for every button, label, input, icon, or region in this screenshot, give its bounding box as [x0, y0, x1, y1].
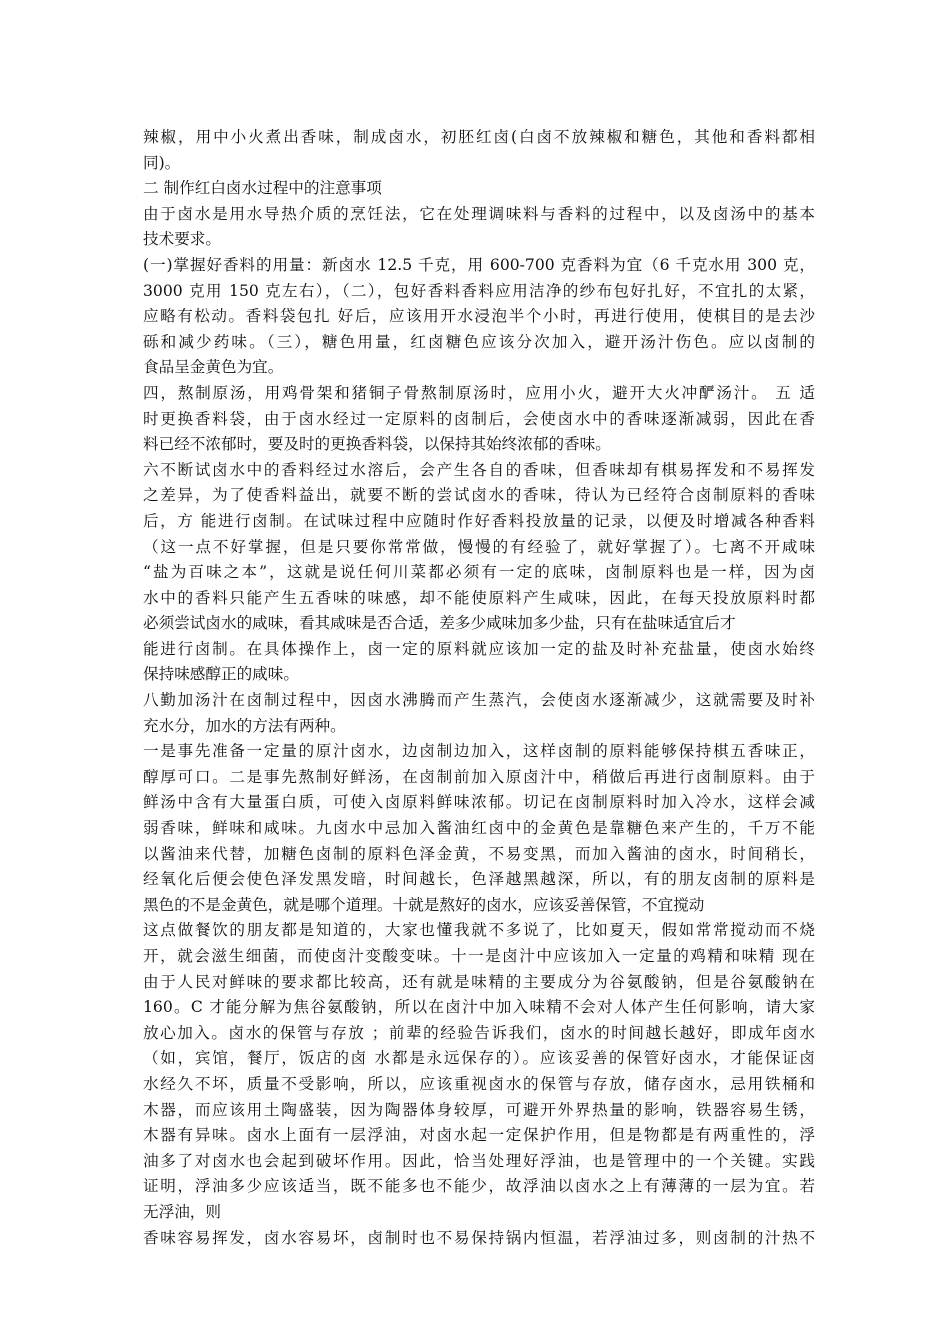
text-line: 无浮油，则 — [143, 1202, 221, 1221]
text-line: 木器，而应该用土陶盛装，因为陶器体身较厚，可避开外界热量的影响，铁器容易生锈， — [143, 1100, 815, 1119]
text-line: 一是事先准备一定量的原汁卤水，边卤制边加入，这样卤制的原料能够保持棋五香味正， — [143, 742, 815, 761]
text-line: 160。C 才能分解为焦谷氨酸钠，所以在卤汁中加入味精不会对人体产生任何影响，请大家 — [143, 998, 815, 1017]
text-line: 黑色的不是金黄色，就是哪个道理。十就是熬好的卤水，应该妥善保管，不宜搅动 — [143, 895, 705, 914]
text-line: 证明，浮油多少应该适当，既不能多也不能少，故浮油以卤水之上有薄薄的一层为宜。若 — [143, 1177, 815, 1196]
text-line: 料已经不浓郁时，要及时的更换香料袋，以保持其始终浓郁的香味。 — [143, 435, 611, 454]
text-line: 水经久不坏，质量不受影响，所以，应该重视卤水的保管与存放，储存卤水，忌用铁桶和 — [143, 1074, 815, 1093]
text-line: 开，就会滋生细菌，而使卤汁变酸变味。十一是卤汁中应该加入一定量的鸡精和味精 现在 — [143, 947, 815, 965]
text-line: 六不断试卤水中的香料经过水溶后，会产生各自的香味，但香味却有棋易挥发和不易挥发 — [143, 460, 815, 479]
text-line: （这一点不好掌握，但是只要你常常做，慢慢的有经验了，就好掌握了）。七离不开咸味 — [143, 537, 815, 556]
text-line: 砾和减少药味。（三），糖色用量，红卤糖色应该分次加入，避开汤汁伤色。应以卤制的 — [143, 332, 815, 351]
text-line: 醇厚可口。二是事先熬制好鲜汤，在卤制前加入原卤汁中，稍做后再进行卤制原料。由于 — [143, 767, 815, 786]
text-line: 由于卤水是用水导热介质的烹饪法，它在处理调味料与香料的过程中，以及卤汤中的基本 — [143, 204, 815, 223]
text-line: 水中的香料只能产生五香味的味感，却不能使原料产生咸味，因此，在每天投放原料时都 — [143, 588, 815, 607]
text-line: 以酱油来代替，加糖色卤制的原料色泽金黄，不易变黑，而加入酱油的卤水，时间稍长， — [143, 844, 815, 863]
text-line: 四，熬制原汤，用鸡骨架和猪铜子骨熬制原汤时，应用小火，避开大火冲酽汤汁。 五 适 — [143, 383, 815, 402]
text-line: 充水分，加水的方法有两种。 — [143, 716, 346, 735]
text-line: 保持味感醇正的咸味。 — [143, 665, 299, 684]
text-line: 后，方 能进行卤制。在试味过程中应随时作好香料投放量的记录，以便及时增减各种香料 — [143, 511, 815, 530]
text-line: 由于人民对鲜味的要求都比较高，还有就是味精的主要成分为谷氨酸钠，但是谷氨酸钠在 — [143, 972, 815, 991]
text-line: 鲜汤中含有大量蛋白质，可使入卤原料鲜味浓郁。切记在卤制原料时加入冷水，这样会减 — [143, 793, 815, 812]
text-line: 八勤加汤汁在卤制过程中，因卤水沸腾而产生蒸汽，会使卤水逐渐减少，这就需要及时补 — [143, 691, 815, 710]
text-line: (一)掌握好香料的用量：新卤水 12.5 千克，用 600-700 克香料为宜（6 千克水用 300 克， — [143, 255, 815, 274]
text-line: 香味容易挥发，卤水容易坏，卤制时也不易保持锅内恒温，若浮油过多，则卤制的汁热不 — [143, 1228, 815, 1247]
text-line: 之差异，为了使香料益出，就要不断的尝试卤水的香味，待认为已经符合卤制原料的香味 — [143, 486, 815, 505]
text-line: 时更换香料袋，由于卤水经过一定原料的卤制后，会使卤水中的香味逐渐减弱，因此在香 — [143, 409, 815, 428]
text-line: “盐为百味之本”，这就是说任何川菜都必须有一定的底味，卤制原料也是一样，因为卤 — [143, 563, 815, 582]
text-line: 放心加入。卤水的保管与存放 ；前辈的经验告诉我们，卤水的时间越长越好，即成年卤水 — [143, 1023, 815, 1042]
document-body — [143, 125, 815, 1251]
text-line: 经氧化后便会使色泽发黑发暗，时间越长，色泽越黑越深，所以，有的朋友卤制的原料是 — [143, 870, 815, 889]
text-line: 二 制作红白卤水过程中的注意事项 — [143, 179, 382, 198]
text-line: 辣椒，用中小火煮出香味，制成卤水，初胚红卤(白卤不放辣椒和糖色，其他和香料都相 — [143, 128, 815, 146]
text-line: 这点做餐饮的朋友都是知道的，大家也懂我就不多说了，比如夏天，假如常常搅动而不烧 — [143, 921, 815, 940]
text-line: 弱香味，鲜味和咸味。九卤水中忌加入酱油红卤中的金黄色是靠糖色来产生的，千万不能 — [143, 819, 815, 838]
text-line: 3000 克用 150 克左右），（二），包好香料香料应用洁净的纱布包好扎好，不宜扎的太紧， — [143, 281, 815, 300]
text-line: 同)。 — [143, 153, 181, 172]
text-line: 油多了对卤水也会起到破坏作用。因此，恰当处理好浮油，也是管理中的一个关键。实践 — [143, 1151, 815, 1170]
text-line: 木器有异味。卤水上面有一层浮油，对卤水起一定保护作用，但是物都是有两重性的，浮 — [143, 1126, 815, 1145]
text-line: （如，宾馆，餐厅，饭店的卤 水都是永远保存的）。应该妥善的保管好卤水，才能保证卤 — [143, 1049, 815, 1068]
text-line: 必须尝试卤水的咸味，看其咸味是否合适，差多少咸味加多少盐，只有在盐味适宜后才 — [143, 614, 736, 633]
text-line: 食品呈金黄色为宜。 — [143, 358, 284, 377]
text-line: 技术要求。 — [143, 230, 221, 249]
text-line: 能进行卤制。在具体操作上，卤一定的原料就应该加一定的盐及时补充盐量，使卤水始终 — [143, 639, 815, 658]
text-line: 应略有松动。香料袋包扎 好后，应该用开水浸泡半个小时，再进行使用，使棋目的是去沙 — [143, 307, 815, 326]
